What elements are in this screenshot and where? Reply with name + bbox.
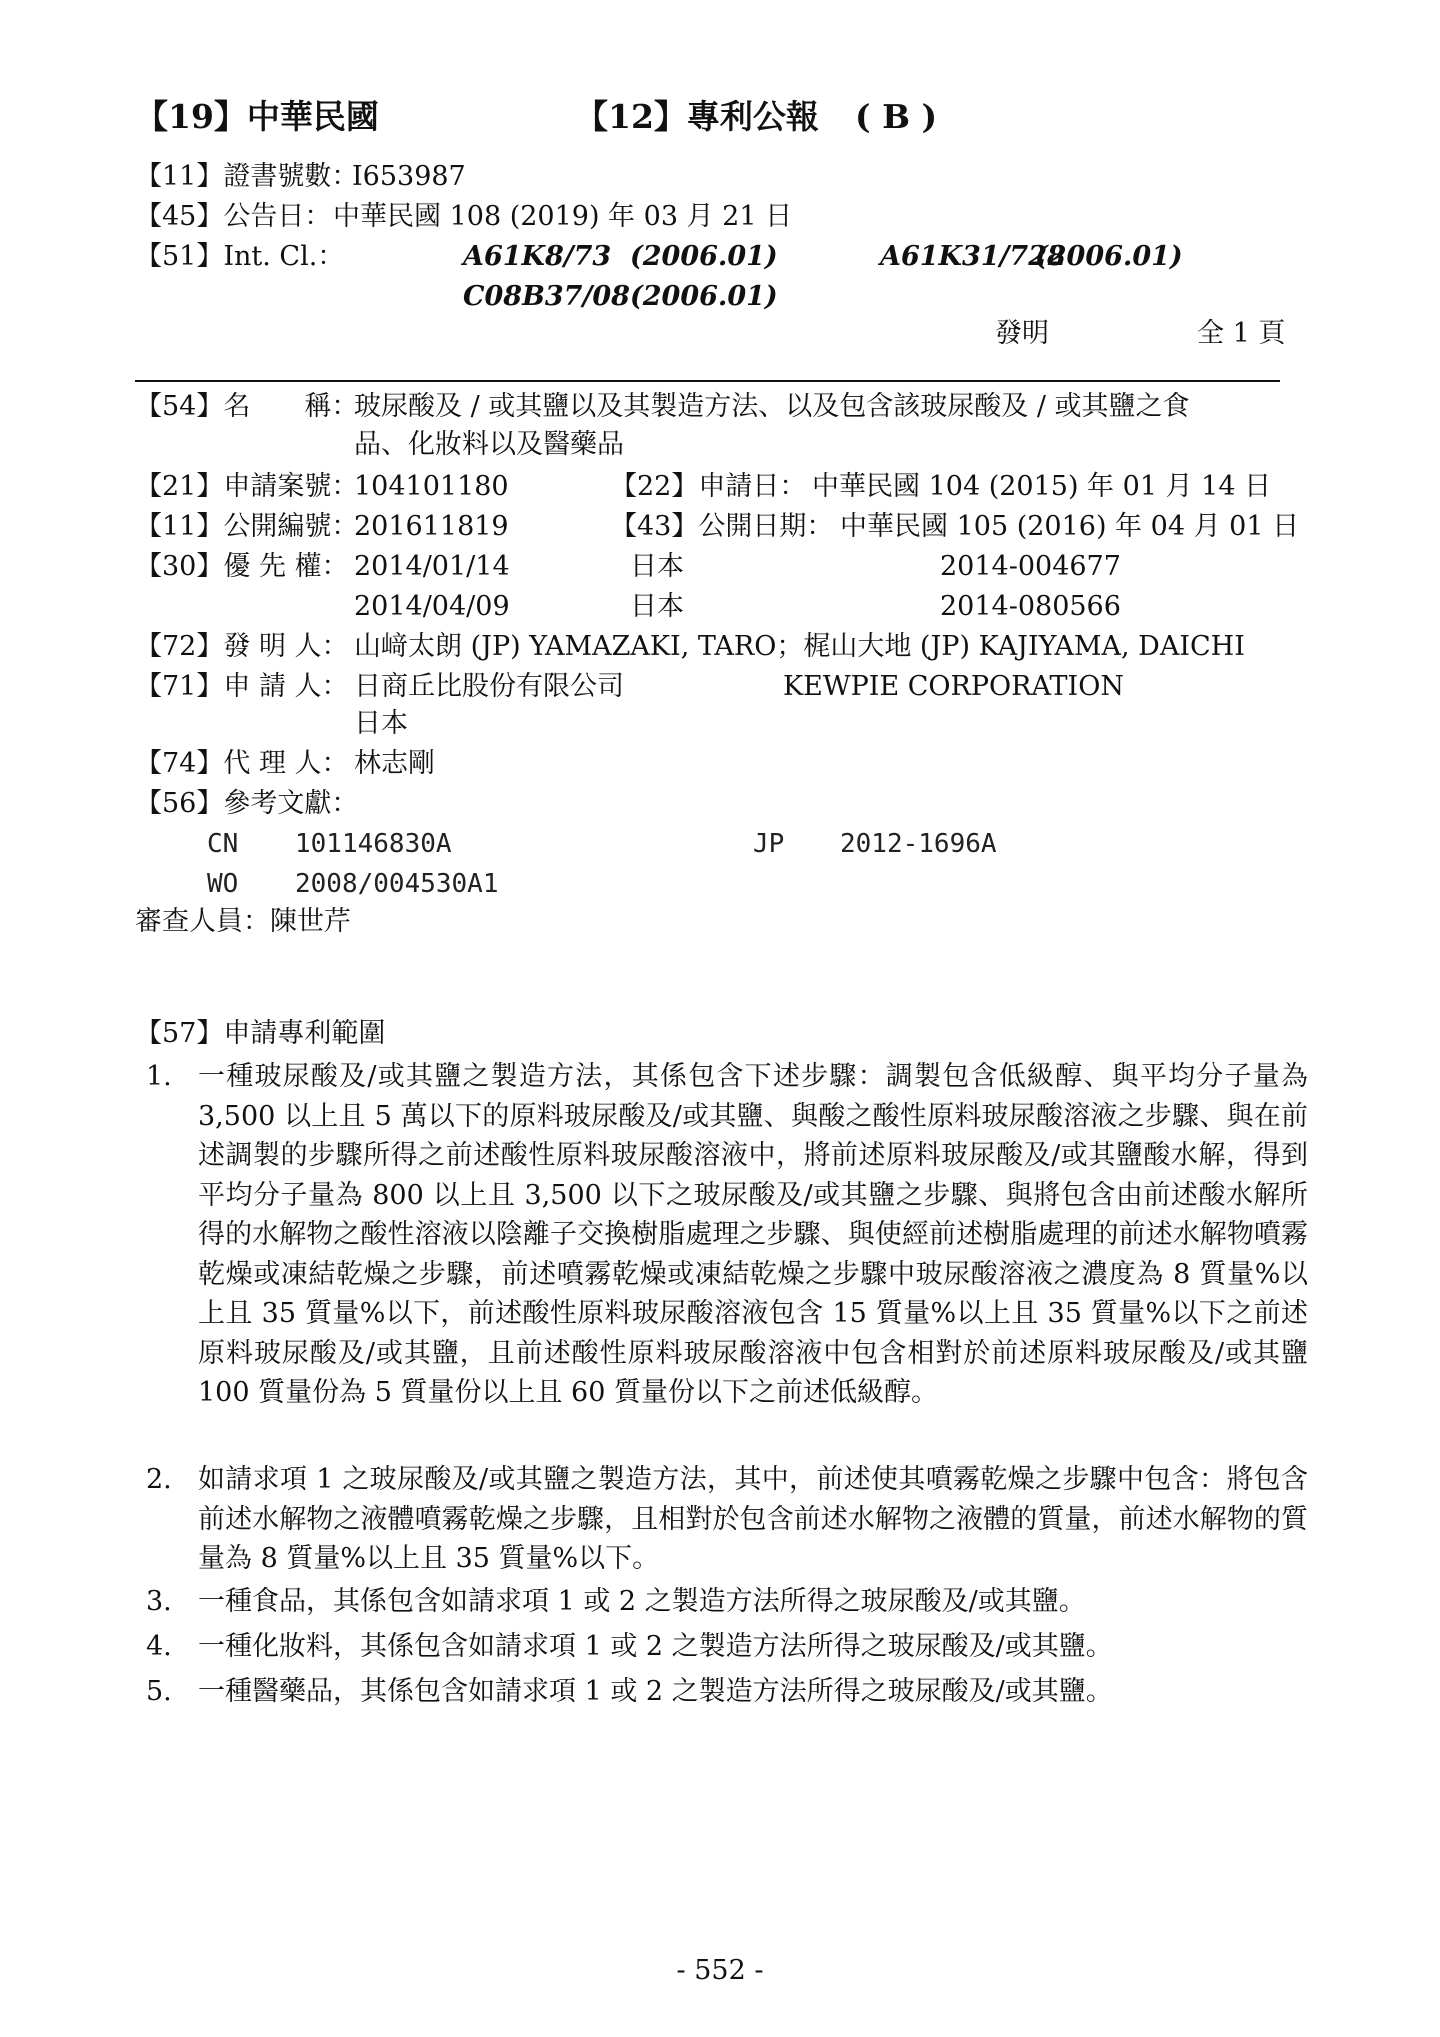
- page-number: - 552 -: [676, 1955, 764, 1986]
- reference-number: 101146830A: [295, 829, 452, 859]
- agent-label: 【74】代 理 人：: [135, 748, 349, 779]
- application-number-label: 【21】申請案號：: [135, 471, 359, 502]
- open-date: 中華民國 105 (2016) 年 04 月 01 日: [840, 511, 1300, 542]
- title-label: 【54】名 稱：: [135, 391, 359, 422]
- publication-number: 201611819: [354, 511, 509, 542]
- kind-code: ( B ): [855, 97, 938, 136]
- claim-text: 如請求項 1 之玻尿酸及/或其鹽之製造方法，其中，前述使其噴霧乾燥之步驟中包含：將包含前述水解物之液體噴霧乾燥之步驟，且相對於包含前述水解物之液體的質量，前述水解物的質量為 8 質量%以上且 35 質量%以下。: [198, 1464, 1308, 1574]
- application-date: 中華民國 104 (2015) 年 01 月 14 日: [812, 471, 1272, 502]
- ipc-code: C08B37/08: [463, 281, 630, 312]
- cert-value: I653987: [352, 161, 466, 192]
- application-date-label: 【22】申請日：: [610, 471, 807, 502]
- claim-text: 一種醫藥品，其係包含如請求項 1 或 2 之製造方法所得之玻尿酸及/或其鹽。: [198, 1676, 1113, 1707]
- gazette-type: 【12】專利公報: [575, 97, 819, 136]
- application-number: 104101180: [354, 471, 509, 502]
- claim-text: 一種化妝料，其係包含如請求項 1 或 2 之製造方法所得之玻尿酸及/或其鹽。: [198, 1631, 1113, 1662]
- inventors: 山﨑太朗 (JP) YAMAZAKI, TARO；梶山大地 (JP) KAJIYAMA, DAICHI: [354, 631, 1245, 662]
- publication-number-label: 【11】公開編號：: [135, 511, 359, 542]
- country-header: 【19】中華民國: [135, 97, 379, 136]
- ipc-label: 【51】Int. Cl.：: [135, 241, 345, 272]
- publication-date-label: 【45】公告日：: [135, 201, 332, 232]
- ipc-version: (2006.01): [630, 241, 778, 272]
- publication-date-value: 中華民國 108 (2019) 年 03 月 21 日: [333, 201, 793, 232]
- header-rule: [135, 380, 1280, 382]
- claim-text: 一種玻尿酸及/或其鹽之製造方法，其係包含下述步驟：調製包含低級醇、與平均分子量為 3,500 以上且 5 萬以下的原料玻尿酸及/或其鹽、與酸之酸性原料玻尿酸溶液之步驟、與在前述調製的步驟所得之前述酸性原料玻尿酸溶液中，將前述原料玻尿酸及/或其鹽酸水解，得到平均分子量為 800 以上且 3,500 以下之玻尿酸及/或其鹽之步驟、與將包含由前述酸水解所得的水解物之酸性溶液以陰離子交換樹脂處理之步驟、與使經前述樹脂處理的前述水解物噴霧乾燥或凍結乾燥之步驟，前述噴霧乾燥或凍結乾燥之步驟中玻尿酸溶液之濃度為 8 質量%以上且 35 質量%以下，前述酸性原料玻尿酸溶液包含 15 質量%以上且 35 質量%以下之前述原料玻尿酸及/或其鹽，且前述酸性原料玻尿酸溶液中包含相對於前述原料玻尿酸及/或其鹽 100 質量份為 5 質量份以上且 60 質量份以下之前述低級醇。: [198, 1061, 1308, 1408]
- claim-number: 2.: [146, 1464, 172, 1495]
- references-label: 【56】參考文獻：: [135, 788, 359, 819]
- agent-name: 林志剛: [354, 748, 435, 779]
- inventor-label: 【72】發 明 人：: [135, 631, 349, 662]
- claim-number: 5.: [146, 1676, 172, 1707]
- reference-country: JP: [753, 829, 785, 859]
- claim-text: 一種食品，其係包含如請求項 1 或 2 之製造方法所得之玻尿酸及/或其鹽。: [198, 1586, 1086, 1617]
- claim-number: 3.: [146, 1586, 172, 1617]
- patent-category: 發明: [995, 318, 1049, 349]
- claim-number: 1.: [146, 1061, 172, 1092]
- priority-date: 2014/04/09: [354, 591, 510, 622]
- priority-number: 2014-080566: [940, 591, 1121, 622]
- invention-title-continued: 品、化妝料以及醫藥品: [354, 429, 624, 460]
- reference-number: 2012-1696A: [840, 829, 997, 859]
- priority-number: 2014-004677: [940, 551, 1121, 582]
- claim-number: 4.: [146, 1631, 172, 1662]
- cert-label: 【11】證書號數：: [135, 161, 359, 192]
- open-date-label: 【43】公開日期：: [610, 511, 834, 542]
- reference-number: 2008/004530A1: [295, 869, 499, 899]
- applicant-label: 【71】申 請 人：: [135, 671, 349, 702]
- ipc-code: A61K31/728: [880, 241, 1066, 272]
- reference-country: CN: [207, 829, 239, 859]
- applicant-country: 日本: [354, 708, 408, 739]
- reference-country: WO: [207, 869, 239, 899]
- ipc-version: (2006.01): [630, 281, 778, 312]
- ipc-version: (2006.01): [1035, 241, 1183, 272]
- page-count: 全 1 頁: [1197, 318, 1286, 349]
- examiner: 審查人員：陳世芹: [135, 906, 351, 937]
- priority-country: 日本: [630, 591, 684, 622]
- priority-country: 日本: [630, 551, 684, 582]
- invention-title: 玻尿酸及 / 或其鹽以及其製造方法、以及包含該玻尿酸及 / 或其鹽之食: [354, 391, 1190, 422]
- claims-heading: 【57】申請專利範圍: [135, 1018, 386, 1049]
- priority-date: 2014/01/14: [354, 551, 510, 582]
- ipc-code: A61K8/73: [463, 241, 612, 272]
- priority-label: 【30】優 先 權：: [135, 551, 349, 582]
- applicant-name-english: KEWPIE CORPORATION: [783, 671, 1124, 702]
- applicant-name: 日商丘比股份有限公司: [354, 671, 624, 702]
